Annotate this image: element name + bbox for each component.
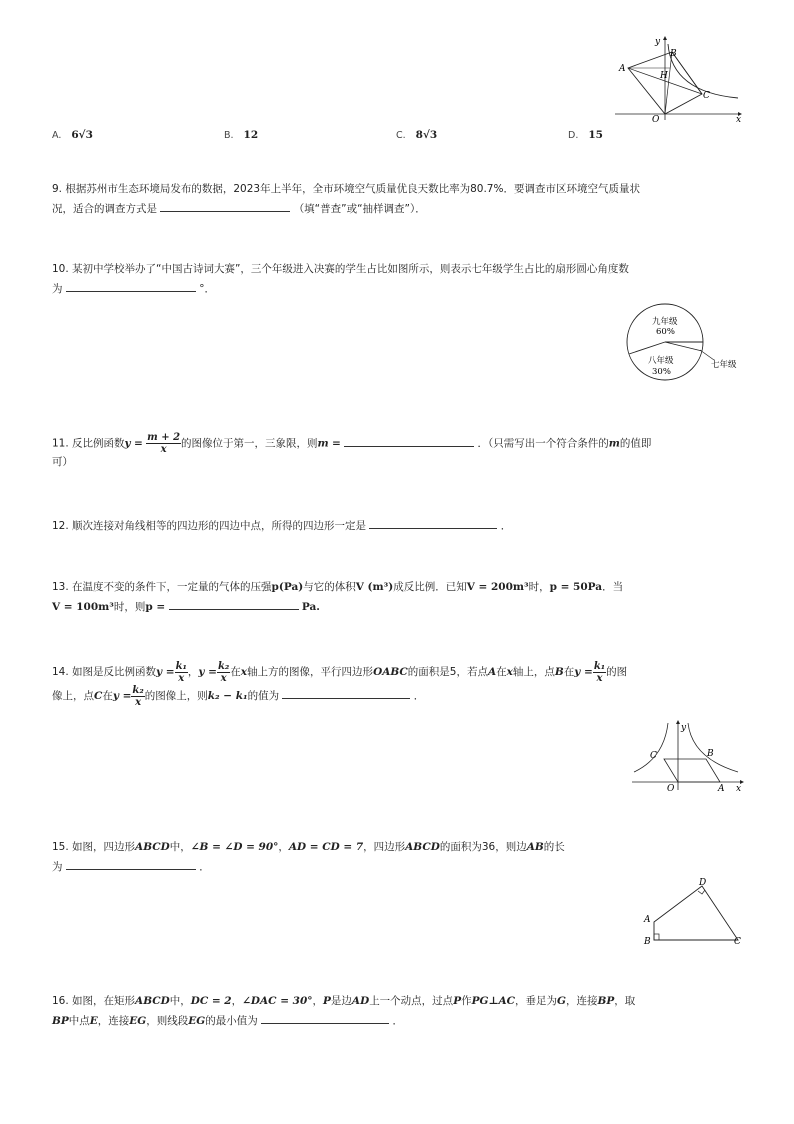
q14-math-x: x (240, 666, 248, 678)
question-number: 12. (52, 520, 69, 532)
q15-label-d: D (699, 878, 707, 888)
q16-math-eg2: EG (188, 1015, 206, 1027)
question-number: 11. (52, 437, 69, 450)
q14-math-c: C (94, 690, 103, 702)
q14-label-x: x (736, 784, 742, 794)
q12-text-b: ． (500, 520, 512, 532)
q15-label-a: A (644, 915, 651, 925)
q16-math-eg: EG (129, 1015, 147, 1027)
q14-text-d: 的面积是5，若点 (407, 666, 488, 678)
q11-text-a: 反比例函数 (72, 437, 125, 450)
pie-label-grade8: 八年级 (648, 356, 674, 366)
question-number: 15. (52, 841, 69, 853)
q14-text-g: 在 (563, 666, 575, 678)
question-15 (52, 838, 752, 877)
q15-figure (638, 878, 748, 948)
q14-label-y: y (681, 723, 687, 733)
q14-math-y4: y = (112, 690, 132, 702)
q15-label-b: B (644, 937, 651, 947)
q16-text-a: 如图，在矩形 (72, 995, 136, 1007)
question-number: 13. (52, 581, 69, 593)
q14-text-f: 轴上，点 (512, 666, 555, 678)
q16-math-angle: ∠DAC = 30° (242, 995, 313, 1007)
q13-text-f: 时，则 (113, 601, 146, 613)
q8-option-a[interactable] (52, 129, 93, 141)
option-value: 15 (588, 129, 603, 141)
q14-comma: ， (187, 666, 199, 678)
frac-num: k₂ (217, 660, 230, 672)
q13-math-v2: V = 100m³ (52, 601, 114, 613)
q16-math-abcd: ABCD (135, 995, 170, 1007)
q13-math-p2: p = (145, 601, 166, 613)
q11-text-c: ．（只需写出一个符合条件的 (477, 437, 609, 450)
q15-text-d: ，四边形 (363, 841, 406, 853)
q8-label-b: B (670, 49, 677, 59)
q15-math-abcd: ABCD (135, 841, 170, 853)
q10-text-2b: °． (199, 283, 215, 295)
q11-frac-num: m + 2 (147, 432, 181, 443)
q14-text-line2a: 像上，点 (52, 690, 94, 702)
q14-math-y1: y = (156, 666, 175, 678)
question-number: 9. (52, 183, 63, 195)
question-9 (52, 180, 752, 219)
q14-answer-blank[interactable] (282, 686, 410, 699)
q15-math-angles: ∠B = ∠D = 90° (190, 841, 279, 853)
q14-math-b: B (554, 666, 564, 678)
q16-text-j: ，取 (614, 995, 636, 1007)
q8-label-c: C (703, 91, 710, 101)
q13-math-p1: p = 50Pa (549, 581, 603, 593)
q15-text-line2a: 为 (52, 861, 63, 873)
q13-text-g: Pa. (301, 601, 320, 613)
frac-num: k₂ (132, 684, 144, 696)
q16-math-p2: P (453, 995, 462, 1007)
frac-den: x (178, 672, 185, 684)
q16-text-c: ， (231, 995, 243, 1007)
question-number: 16. (52, 995, 69, 1007)
q16-math-p: P (323, 995, 331, 1007)
q14-frac-2 (217, 661, 230, 684)
q15-math-abcd2: ABCD (405, 841, 440, 853)
q15-text-e: 的面积为36，则边 (439, 841, 527, 853)
question-16 (52, 992, 752, 1031)
frac-den: x (135, 696, 142, 708)
q13-text-c: 成反比例．已知 (393, 581, 467, 593)
q16-math-pg: PG⊥AC (471, 995, 516, 1007)
q8-label-x: x (736, 115, 742, 122)
q16-text-h: ，垂足为 (515, 995, 558, 1007)
q9-text-2a: 况，适合的调查方式是 (52, 203, 157, 215)
q14-frac-1 (175, 661, 188, 684)
q8-label-o: O (652, 115, 660, 122)
q13-text-d: 时， (528, 581, 550, 593)
q16-text-n: 的最小值为 (205, 1015, 258, 1027)
pie-label-grade7: 七年级 (711, 360, 737, 370)
q13-text-a: 在温度不变的条件下，一定量的气体的压强 (72, 581, 272, 593)
q11-math-eq: = (134, 437, 143, 450)
q16-math-ad: AD (351, 995, 370, 1007)
question-number: 10. (52, 263, 69, 275)
q8-label-y: y (655, 37, 661, 47)
q14-text-b: 在 (230, 666, 241, 678)
q16-text-o: ． (392, 1015, 403, 1027)
q13-math-v1: V = 200m³ (466, 581, 529, 593)
q13-math-v: V (m³) (355, 581, 394, 593)
q15-label-c: C (734, 937, 741, 947)
option-letter: A. (52, 130, 62, 141)
q11-math-m: m (317, 437, 329, 450)
q14-math-oabc: OABC (373, 666, 408, 678)
pie-label-grade9: 九年级 (652, 317, 678, 327)
q15-math-ab: AB (526, 841, 544, 853)
q8-option-b[interactable] (224, 129, 258, 141)
q9-text-1: 根据苏州市生态环境局发布的数据，2023年上半年，全市环境空气质量优良天数比率为80.7%．要调查市区环境空气质量状 (65, 183, 640, 195)
q14-frac-4 (131, 685, 144, 708)
q16-text-k: 中点 (68, 1015, 90, 1027)
q11-frac-den: x (160, 444, 167, 455)
q14-text-h: 的图 (606, 666, 628, 678)
q8-option-d[interactable] (568, 129, 603, 141)
q10-text-1: 某初中学校举办了“中国古诗词大赛”，三个年级进入决赛的学生占比如图所示，则表示七年级学生占比的扇形圆心角度数 (72, 263, 629, 275)
q15-text-f: 的长 (543, 841, 565, 853)
pie-label-grade9-pct: 60% (656, 327, 675, 337)
question-12 (52, 516, 752, 536)
q16-answer-blank[interactable] (261, 1011, 389, 1024)
question-14 (52, 660, 752, 708)
q9-answer-blank[interactable] (160, 199, 290, 212)
q16-text-g: 作 (461, 995, 472, 1007)
frac-num: k₁ (593, 660, 606, 672)
q15-math-sides: AD = CD = 7 (288, 841, 364, 853)
q14-math-x2: x (506, 666, 513, 678)
q15-text-c: ， (278, 841, 289, 853)
q10-text-2a: 为 (52, 283, 63, 295)
option-value: 8√3 (415, 129, 438, 141)
q8-option-c[interactable] (396, 129, 437, 141)
q16-math-g: G (557, 995, 567, 1007)
option-letter: D. (568, 130, 579, 141)
q14-text-c: 轴上方的图像，平行四边形 (247, 666, 374, 678)
q11-text-d: 的值即 (619, 437, 652, 450)
frac-den: x (220, 672, 227, 684)
q14-label-a: A (718, 784, 725, 794)
q11-math-m2: m (608, 437, 620, 450)
q14-text-l: ． (413, 690, 425, 702)
q8-label-a: A (619, 64, 626, 74)
option-letter: B. (224, 130, 234, 141)
frac-den: x (596, 672, 603, 684)
q16-text-b: 中， (169, 995, 191, 1007)
q11-text-b: 的图像位于第一，三象限，则 (181, 437, 318, 450)
q14-text-e: 在 (496, 666, 507, 678)
q11-text-line2: 可） (52, 456, 73, 468)
q13-text-b: 与它的体积 (303, 581, 356, 593)
q14-math-y3: y = (574, 666, 593, 678)
q11-math-y: y (124, 437, 131, 450)
q8-label-h: H (660, 71, 668, 81)
option-value: 6√3 (71, 129, 93, 141)
q14-math-y2: y = (198, 666, 217, 678)
q16-text-m: ，则线段 (146, 1015, 189, 1027)
q16-math-e: E (89, 1015, 98, 1027)
q10-pie-chart (618, 300, 748, 382)
q15-text-line2b: ． (199, 861, 210, 873)
q13-math-p: p(Pa) (271, 581, 304, 593)
q14-text-j: 的图像上，则 (144, 690, 208, 702)
q16-text-e: 是边 (330, 995, 352, 1007)
question-13 (52, 578, 752, 617)
pie-label-grade8-pct: 30% (652, 367, 671, 377)
q13-answer-blank[interactable] (169, 597, 299, 610)
q8-figure (610, 34, 745, 122)
q12-text-a: 顺次连接对角线相等的四边形的四边中点，所得的四边形一定是 (72, 520, 367, 532)
q16-math-bp2: BP (52, 1015, 69, 1027)
q16-text-l: ，连接 (97, 1015, 130, 1027)
q11-fraction (146, 432, 181, 455)
q13-text-e: ．当 (602, 581, 624, 593)
option-value: 12 (243, 129, 259, 141)
q14-figure (630, 718, 748, 794)
q10-answer-blank[interactable] (66, 279, 196, 292)
q14-label-b: B (707, 749, 714, 759)
q14-label-c: C (650, 751, 657, 761)
frac-num: k₁ (175, 660, 187, 672)
q9-text-2b: （填“普查”或“抽样调查”）． (293, 203, 426, 215)
q15-text-a: 如图，四边形 (72, 841, 136, 853)
question-11 (52, 432, 752, 472)
q16-text-i: ，连接 (566, 995, 598, 1007)
q14-text-k: 的值为 (247, 690, 280, 702)
q14-math-expr: k₂ − k₁ (207, 690, 248, 702)
q12-answer-blank[interactable] (369, 516, 497, 529)
q15-answer-blank[interactable] (66, 857, 196, 870)
q14-text-a: 如图是反比例函数 (72, 666, 157, 678)
q15-text-b: 中， (169, 841, 191, 853)
q11-math-eq2: = (332, 437, 341, 450)
q14-label-o: O (667, 784, 675, 794)
q11-answer-blank[interactable] (344, 434, 474, 447)
question-10 (52, 260, 752, 299)
q16-text-f: 上一个动点，过点 (369, 995, 454, 1007)
q14-math-a: A (487, 666, 497, 678)
q16-math-dc: DC = 2 (190, 995, 232, 1007)
option-letter: C. (396, 130, 406, 141)
q16-text-d: ， (312, 995, 324, 1007)
q14-text-i: 在 (102, 690, 113, 702)
q16-math-bp: BP (597, 995, 615, 1007)
q14-frac-3 (593, 661, 606, 684)
question-number: 14. (52, 666, 69, 678)
